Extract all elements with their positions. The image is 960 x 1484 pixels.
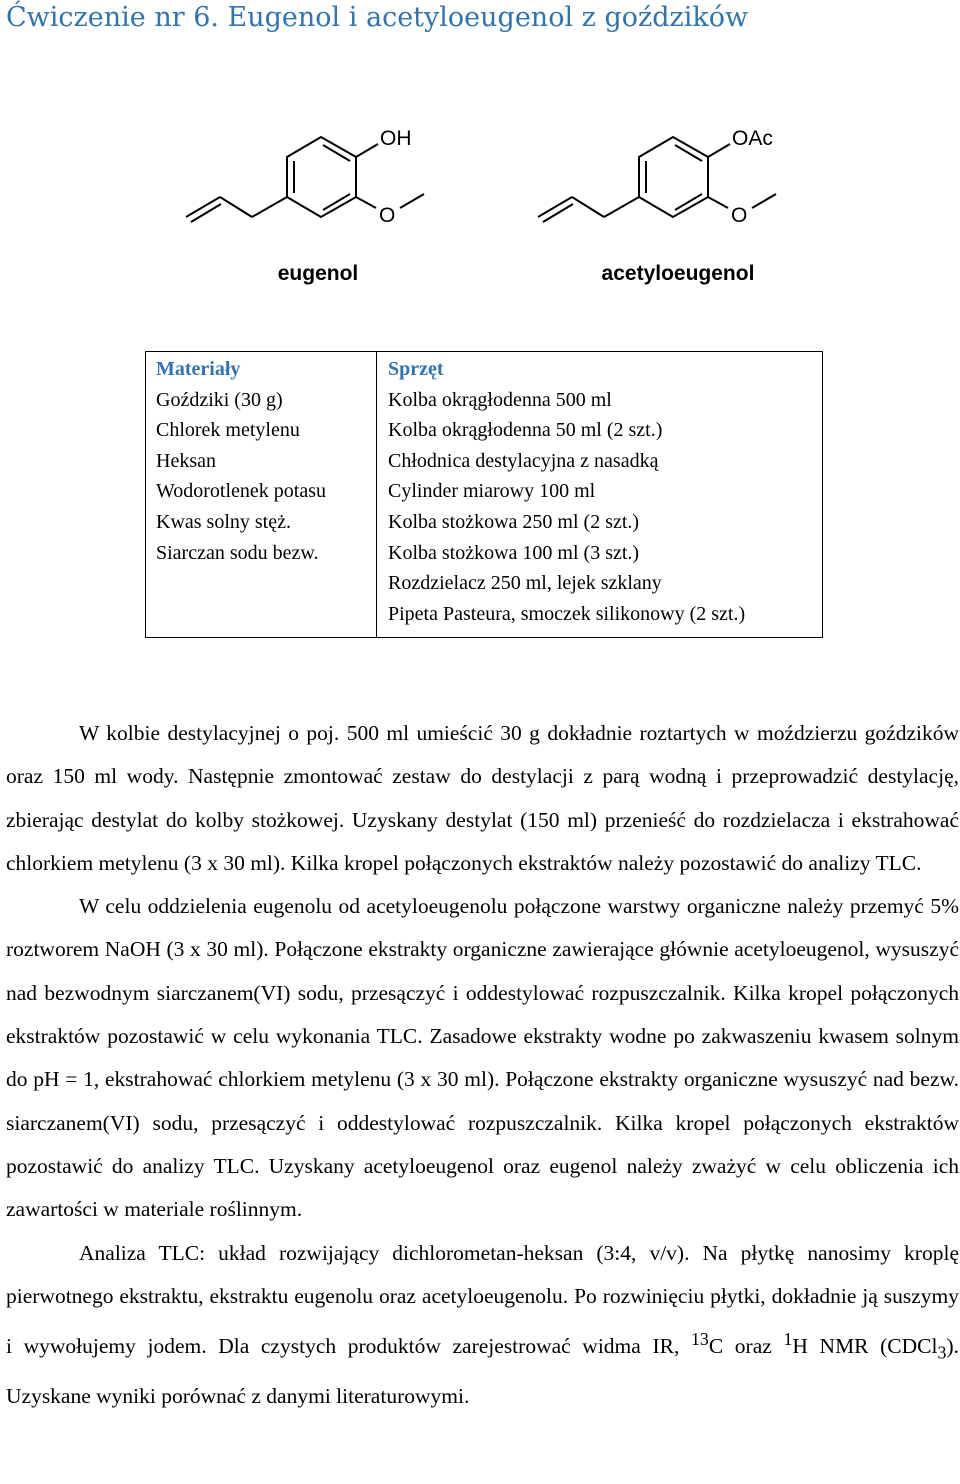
equipment-item: Chłodnica destylacyjna z nasadką xyxy=(388,449,659,472)
materials-header: Materiały xyxy=(156,358,241,380)
isotope-1-superscript: 1 xyxy=(783,1329,793,1350)
procedure-text xyxy=(6,712,959,1418)
equipment-item: Kolba stożkowa 100 ml (3 szt.) xyxy=(388,541,640,564)
procedure-paragraph-distillation: W kolbie destylacyjnej o poj. 500 ml umieścić 30 g dokładnie roztartych w moździerzu goździków oraz 150 ml wody. Następnie zmontować zestaw do destylacji z parą wodną i przeprowadzić destylację, zbierając destylat do kolby stożkowej. Uzyskany destylat (150 ml) przenieść do rozdzielacza i ekstrahować chlorkiem metylenu (3 x 30 ml). Kilka kropel połączonych ekstraktów należy pozostawić do analizy TLC. xyxy=(6,721,959,875)
acetyloeugenol-o-group: O xyxy=(731,204,748,227)
tlc-text-d: ). Uzyskane wyniki porównać z danymi literaturowymi. xyxy=(6,1334,959,1408)
tlc-text-a: Analiza TLC: układ rozwijający dichlorometan-heksan (3:4, v/v). Na płytkę nanosimy kroplę pierwotnego ekstraktu, ekstraktu eugenolu oraz acetyloeugenolu. Po rozwinięciu płytki, dokładnie ją suszymy i wywołujemy jodem. Dla czystych produktów zarejestrować widma IR, xyxy=(6,1240,959,1359)
equipment-item: Pipeta Pasteura, smoczek silikonowy (2 szt.) xyxy=(388,602,746,625)
material-item: Goździki (30 g) xyxy=(156,388,283,411)
acetyloeugenol-oac-group: OAc xyxy=(732,127,773,150)
equipment-item: Kolba stożkowa 250 ml (2 szt.) xyxy=(388,510,640,533)
eugenol-oh-group: OH xyxy=(380,127,412,150)
material-item: Wodorotlenek potasu xyxy=(156,480,327,503)
materials-equipment-table xyxy=(145,351,823,638)
procedure-paragraph-tlc xyxy=(6,1232,959,1419)
materials-column xyxy=(146,352,377,638)
chloroform-subscript: 3 xyxy=(937,1342,947,1363)
equipment-header: Sprzęt xyxy=(388,358,444,380)
isotope-13-superscript: 13 xyxy=(690,1329,709,1350)
chemical-structures xyxy=(0,100,960,300)
equipment-item: Cylinder miarowy 100 ml xyxy=(388,480,596,503)
acetyloeugenol-label: acetyloeugenol xyxy=(601,262,755,285)
equipment-item: Kolba okrągłodenna 500 ml xyxy=(388,388,612,411)
material-item: Siarczan sodu bezw. xyxy=(156,541,319,564)
material-item: Chlorek metylenu xyxy=(156,419,300,442)
material-item: Kwas solny stęż. xyxy=(156,510,291,533)
page-title: Ćwiczenie nr 6. Eugenol i acetyloeugenol z goździków xyxy=(6,2,749,33)
equipment-column xyxy=(377,352,823,638)
material-item: Heksan xyxy=(156,449,216,472)
equipment-item: Rozdzielacz 250 ml, lejek szklany xyxy=(388,572,662,595)
equipment-item: Kolba okrągłodenna 50 ml (2 szt.) xyxy=(388,419,663,442)
eugenol-label: eugenol xyxy=(277,262,359,285)
tlc-text-b: C oraz xyxy=(708,1334,784,1359)
eugenol-o-group: O xyxy=(379,204,396,227)
tlc-text-c: H NMR (CDCl xyxy=(792,1334,938,1359)
procedure-paragraph-separation: W celu oddzielenia eugenolu od acetyloeugenolu połączone warstwy organiczne należy przemyć 5% roztworem NaOH (3 x 30 ml). Połączone ekstrakty organiczne zawierające głównie acetyloeugenol, wysuszyć nad bezwodnym siarczanem(VI) sodu, przesączyć i oddestylować rozpuszczalnik. Kilka kropel połączonych ekstraktów pozostawić w celu wykonania TLC. Zasadowe ekstrakty wodne po zakwaszeniu kwasem solnym do pH = 1, ekstrahować chlorkiem metylenu (3 x 30 ml). Połączone ekstrakty organiczne wysuszyć nad bezw. siarczanem(VI) sodu, przesączyć i oddestylować rozpuszczalnik. Kilka kropel połączonych ekstraktów pozostawić do analizy TLC. Uzyskany acetyloeugenol oraz eugenol należy zważyć w celu obliczenia ich zawartości w materiale roślinnym. xyxy=(6,894,959,1222)
